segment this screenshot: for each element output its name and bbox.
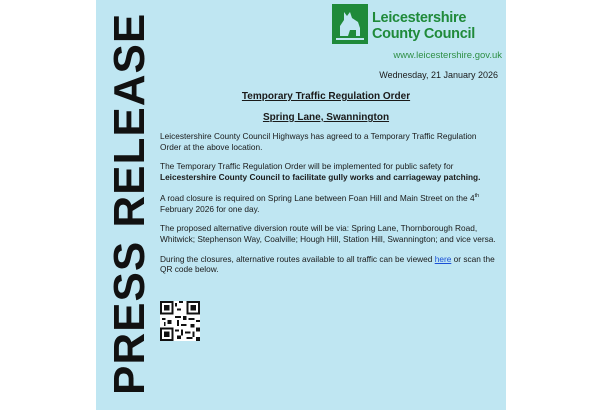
- paragraph-5-text-end: or scan the QR code below.: [160, 253, 495, 275]
- press-release-body: [160, 131, 496, 284]
- date-ordinal: th: [474, 193, 480, 200]
- paragraph-3: [160, 191, 496, 214]
- paragraph-5-text: During the closures, alternative routes available to all traffic can be viewed: [160, 253, 435, 264]
- press-release-page: [96, 0, 506, 410]
- qr-code-icon[interactable]: [160, 301, 200, 341]
- document-title: Temporary Traffic Regulation Order: [241, 91, 411, 102]
- location-title: Spring Lane, Swannington: [262, 112, 390, 123]
- fox-logo-icon: [332, 4, 368, 44]
- release-date: Wednesday, 21 January 2026: [379, 70, 498, 80]
- paragraph-5: [160, 254, 496, 275]
- logo-line-2: County Council: [372, 26, 475, 42]
- press-release-heading: PRESS RELEASE: [105, 12, 154, 395]
- paragraph-2-text: The Temporary Traffic Regulation Order will be implemented for public safety for: [160, 161, 454, 172]
- paragraph-1: Leicestershire County Council Highways has agreed to a Temporary Traffic Regulation Order at the above location.: [160, 131, 477, 152]
- website-url: www.leicestershire.gov.uk: [393, 50, 502, 61]
- paragraph-3-text: A road closure is required on Spring Lane between Foan Hill and Main Street on the 4: [160, 193, 475, 204]
- council-logo: [332, 4, 502, 48]
- logo-line-1: Leicestershire: [372, 10, 467, 26]
- paragraph-4: The proposed alternative diversion route will be via: Spring Lane, Thornborough Road, Whitwick; Stephenson Way, Coalville; Hough Hill, Station Hill, Swannington; and vice versa.: [160, 223, 496, 244]
- routes-link[interactable]: here: [434, 253, 452, 264]
- paragraph-3-text-end: February 2026 for one day.: [160, 203, 260, 214]
- paragraph-2: [160, 161, 496, 182]
- paragraph-2-bold: Leicestershire County Council to facilitate gully works and carriageway patching.: [160, 171, 481, 182]
